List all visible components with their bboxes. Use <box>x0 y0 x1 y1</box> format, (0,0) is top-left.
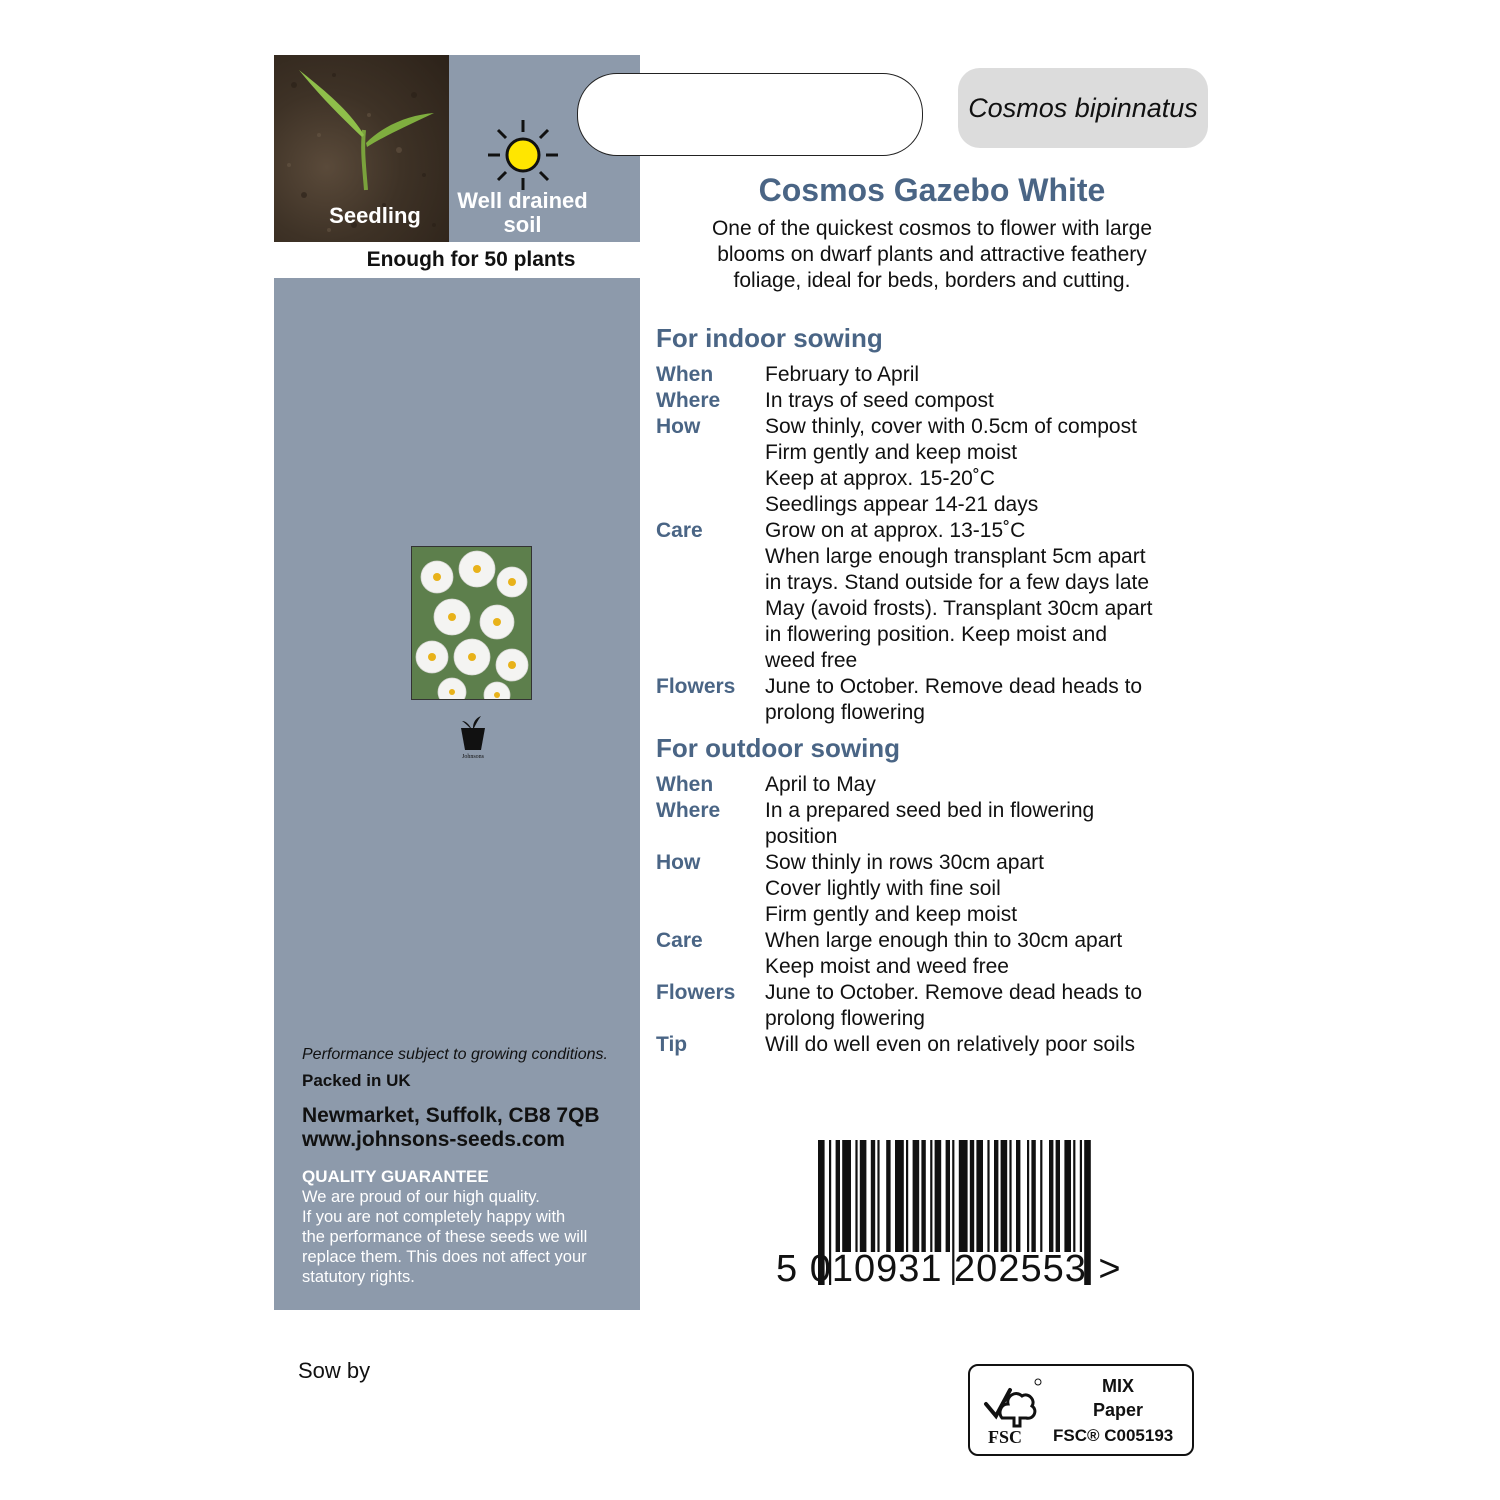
instruction-key: Where <box>656 799 721 822</box>
guarantee-line: the performance of these seeds we will <box>302 1228 588 1246</box>
barcode-bar <box>1080 1140 1082 1252</box>
sow-by-label: Sow by <box>298 1358 371 1383</box>
enough-for-plants: Enough for 50 plants <box>366 248 576 271</box>
instruction-line: When large enough transplant 5cm apart <box>765 545 1146 568</box>
fsc-tree-icon <box>980 1374 1044 1430</box>
website-link[interactable]: www.johnsons-seeds.com <box>302 1128 565 1151</box>
barcode-bar <box>906 1140 908 1252</box>
instruction-line: May (avoid frosts). Transplant 30cm apart <box>765 597 1153 620</box>
instruction-line: Keep at approx. 15-20˚C <box>765 467 995 490</box>
instruction-line: June to October. Remove dead heads to <box>765 981 1143 1004</box>
barcode-bar <box>836 1140 840 1252</box>
barcode-bar <box>1064 1140 1071 1252</box>
soil-label <box>450 189 595 237</box>
instruction-key: How <box>656 415 701 438</box>
outdoor-sowing-list <box>656 772 1216 1058</box>
product-title: Cosmos Gazebo White <box>758 172 1106 208</box>
instruction-line: position <box>765 825 838 848</box>
barcode-bar <box>855 1140 857 1252</box>
instruction-key: When <box>656 363 714 386</box>
blank-name-label <box>577 73 923 156</box>
instruction-key: Where <box>656 389 721 412</box>
instruction-row <box>656 388 1216 414</box>
instruction-line: Firm gently and keep moist <box>765 903 1018 926</box>
instruction-key: Flowers <box>656 675 736 698</box>
instruction-line: June to October. Remove dead heads to <box>765 675 1143 698</box>
quality-guarantee <box>302 1167 637 1287</box>
soil-label-line1: Well drained <box>457 188 588 213</box>
performance-note: Performance subject to growing conditions. <box>302 1046 608 1063</box>
guarantee-line: statutory rights. <box>302 1268 415 1286</box>
barcode-bar <box>1027 1140 1029 1252</box>
instruction-row <box>656 928 1216 980</box>
instruction-value <box>765 674 1216 726</box>
latin-name-badge <box>958 68 1208 148</box>
instruction-value <box>765 850 1216 928</box>
barcode-bar <box>959 1140 968 1252</box>
barcode-digits: 5 010931 202553 > <box>776 1248 1122 1290</box>
instruction-value <box>765 928 1216 980</box>
seedling-label: Seedling <box>329 203 421 228</box>
instruction-line: February to April <box>765 363 920 386</box>
fsc-text: FSC <box>988 1427 1023 1447</box>
barcode-bar <box>921 1140 925 1252</box>
instruction-key: Tip <box>656 1033 688 1056</box>
instruction-value <box>765 1032 1216 1058</box>
description-line: blooms on dwarf plants and attractive feathery <box>717 243 1147 266</box>
guarantee-line: If you are not completely happy with <box>302 1208 566 1226</box>
instruction-key: Flowers <box>656 981 736 1004</box>
johnsons-logo <box>456 714 490 760</box>
barcode-bar <box>886 1140 890 1252</box>
barcode-bar <box>860 1140 867 1252</box>
barcode-bar <box>877 1140 879 1252</box>
instruction-key: Care <box>656 929 703 952</box>
instruction-key: Care <box>656 519 703 542</box>
instruction-line: Will do well even on relatively poor soils <box>765 1033 1135 1056</box>
guarantee-heading: QUALITY GUARANTEE <box>302 1167 489 1186</box>
fsc-code: FSC® C005193 <box>1053 1426 1174 1445</box>
instruction-row <box>656 798 1216 850</box>
barcode-bar <box>994 1140 998 1252</box>
barcode-bar <box>1009 1140 1011 1252</box>
packed-in: Packed in UK <box>302 1071 411 1090</box>
instruction-row <box>656 518 1216 674</box>
description-line: One of the quickest cosmos to flower with large <box>711 217 1153 240</box>
barcode-bar <box>970 1140 974 1252</box>
barcode-bar <box>1049 1140 1053 1252</box>
barcode-bar <box>871 1140 875 1252</box>
instruction-line: Sow thinly, cover with 0.5cm of compost <box>765 415 1137 438</box>
instruction-key: When <box>656 773 714 796</box>
instruction-line: weed free <box>765 649 858 672</box>
instruction-row <box>656 362 1216 388</box>
barcode-bar <box>1031 1140 1035 1252</box>
instruction-line: In trays of seed compost <box>765 389 994 412</box>
barcode-bar <box>1073 1140 1075 1252</box>
product-description <box>660 216 1204 294</box>
instruction-key: How <box>656 851 701 874</box>
barcode-bar <box>935 1140 942 1252</box>
instruction-row <box>656 674 1216 726</box>
outdoor-sowing-title: For outdoor sowing <box>656 733 901 763</box>
instruction-row <box>656 1032 1216 1058</box>
barcode-bar <box>1001 1140 1008 1252</box>
soil-label-line2: soil <box>503 212 542 237</box>
instruction-line: prolong flowering <box>765 701 925 724</box>
instruction-value <box>765 980 1216 1032</box>
guarantee-line: replace them. This does not affect your <box>302 1248 587 1266</box>
flower-photo <box>411 546 532 700</box>
instruction-row <box>656 980 1216 1032</box>
instruction-line: Firm gently and keep moist <box>765 441 1018 464</box>
instruction-value <box>765 388 1216 414</box>
instruction-row <box>656 850 1216 928</box>
instruction-row <box>656 772 1216 798</box>
barcode-bar <box>946 1140 950 1252</box>
instruction-line: Grow on at approx. 13-15˚C <box>765 519 1026 542</box>
fsc-paper: Paper <box>1092 1400 1144 1420</box>
barcode-bar <box>976 1140 983 1252</box>
barcode-bar <box>842 1140 851 1252</box>
instruction-value <box>765 798 1216 850</box>
address-line: Newmarket, Suffolk, CB8 7QB <box>302 1104 600 1127</box>
barcode-bar <box>1040 1140 1042 1252</box>
barcode-bar <box>987 1140 989 1252</box>
description-line: foliage, ideal for beds, borders and cutting. <box>733 269 1131 292</box>
instruction-value <box>765 414 1216 518</box>
guarantee-line: We are proud of our high quality. <box>302 1188 540 1206</box>
barcode-bar <box>1056 1140 1060 1252</box>
instruction-line: Keep moist and weed free <box>765 955 1009 978</box>
sun-icon <box>486 118 560 192</box>
instruction-line: Seedlings appear 14-21 days <box>765 493 1039 516</box>
barcode-bar <box>895 1140 904 1252</box>
instruction-line: In a prepared seed bed in flowering <box>765 799 1095 822</box>
instruction-value <box>765 362 1216 388</box>
latin-name: Cosmos bipinnatus <box>968 92 1198 123</box>
instruction-line: Cover lightly with fine soil <box>765 877 1001 900</box>
address-block <box>302 1104 600 1152</box>
brand-small-text: Johnsons <box>461 754 485 760</box>
barcode-bar <box>913 1140 920 1252</box>
instruction-line: April to May <box>765 773 876 796</box>
fsc-mix: MIX <box>1101 1376 1134 1396</box>
instruction-line: Sow thinly in rows 30cm apart <box>765 851 1044 874</box>
barcode-bar <box>1016 1140 1020 1252</box>
instruction-line: When large enough thin to 30cm apart <box>765 929 1123 952</box>
instruction-line: in flowering position. Keep moist and <box>765 623 1108 646</box>
instruction-value <box>765 518 1216 674</box>
instruction-line: in trays. Stand outside for a few days late <box>765 571 1150 594</box>
instruction-line: prolong flowering <box>765 1007 925 1030</box>
barcode-bar <box>930 1140 932 1252</box>
instruction-value <box>765 772 1216 798</box>
indoor-sowing-title: For indoor sowing <box>656 323 883 353</box>
instruction-row <box>656 414 1216 518</box>
indoor-sowing-list <box>656 362 1216 726</box>
fsc-mix-label <box>1060 1374 1176 1422</box>
